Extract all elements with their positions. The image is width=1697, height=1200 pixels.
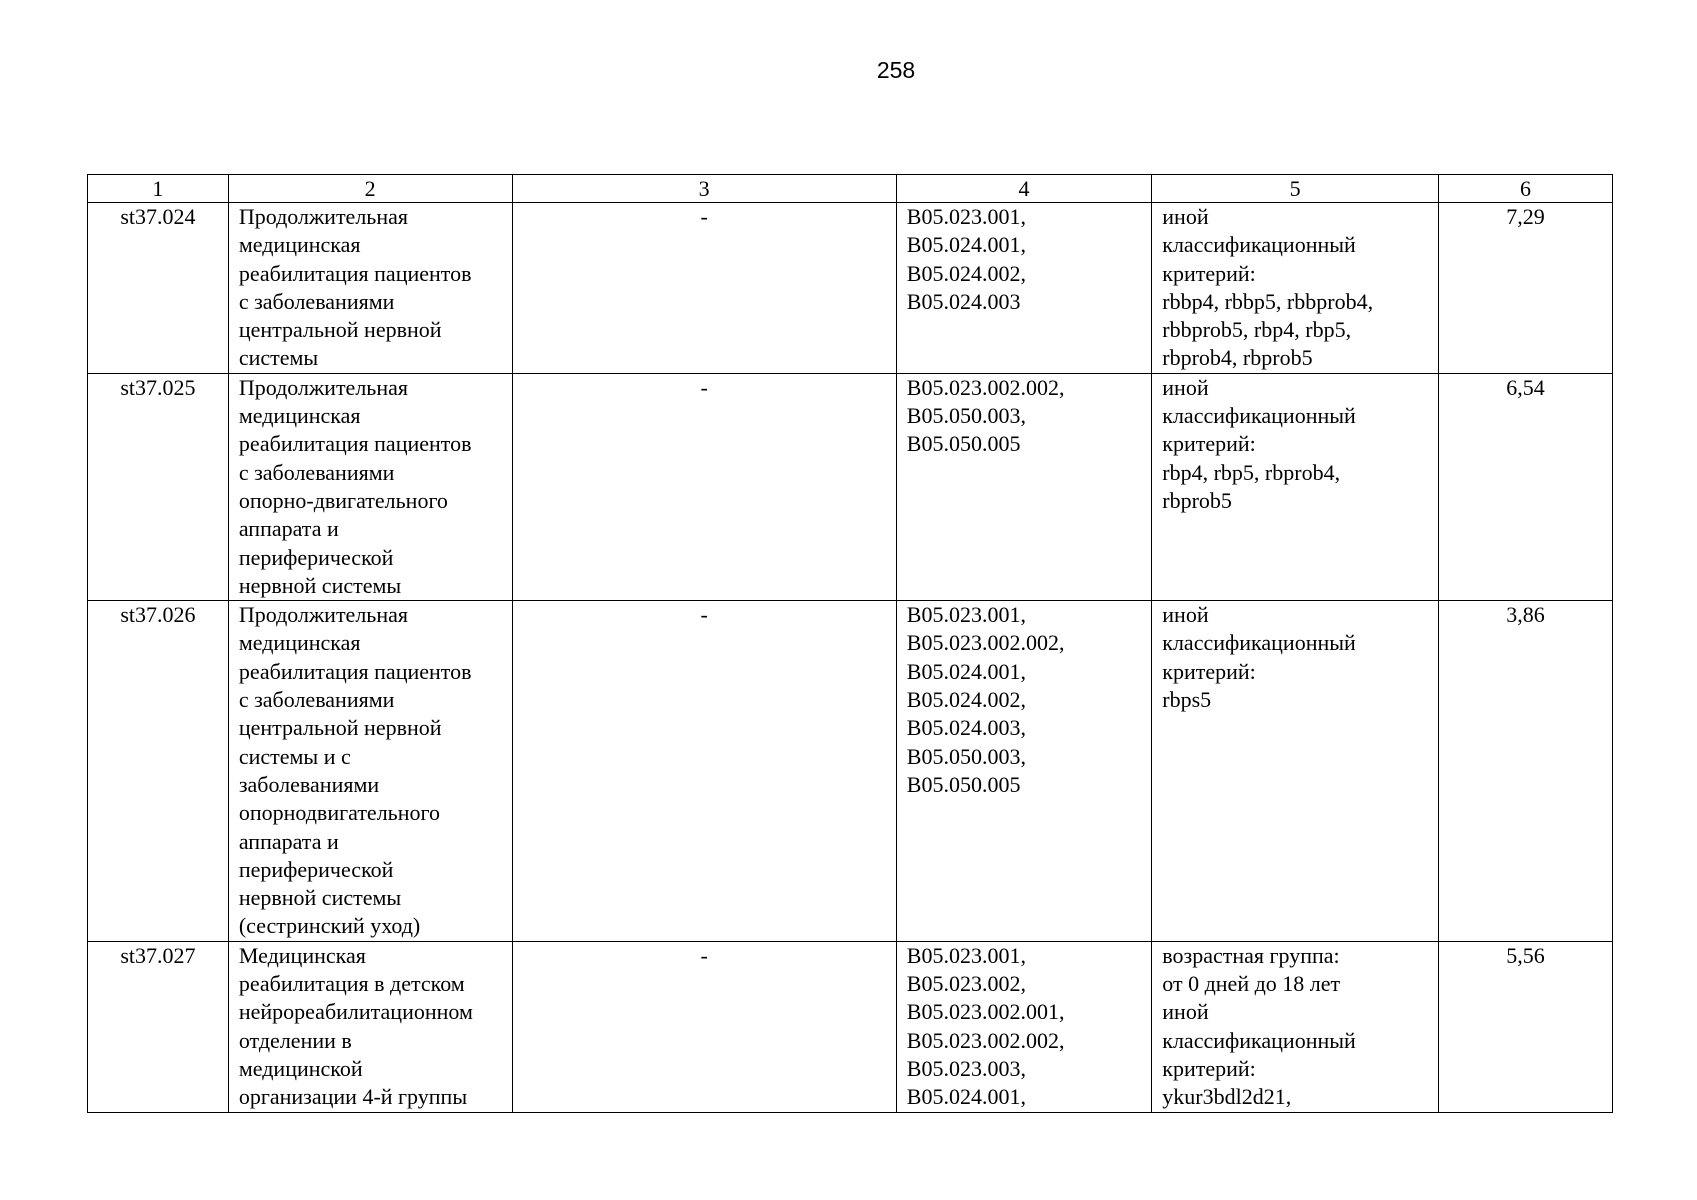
name-line: аппарата и (238, 828, 339, 854)
code-cell (88, 203, 229, 374)
code-cell (88, 373, 229, 600)
header-cell-4: 4 (896, 175, 1152, 203)
service-code-line: B05.050.005 (906, 431, 1021, 457)
value-text: 6,54 (1506, 374, 1545, 400)
col3-text: - (700, 942, 708, 968)
services-cell (896, 601, 1152, 942)
service-code-line: B05.023.002.002, (906, 1027, 1065, 1053)
name-line: медицинская (238, 232, 361, 258)
col3-text: - (700, 204, 708, 229)
name-line: Продолжительная (238, 374, 408, 400)
table-row (88, 941, 1613, 1112)
value-cell (1438, 373, 1612, 600)
header-cell-2: 2 (228, 175, 512, 203)
service-code-line: B05.050.003, (906, 403, 1026, 429)
header-cell-1: 1 (88, 175, 229, 203)
criteria-line: rbprob4, rbprob5 (1162, 345, 1313, 371)
services-cell (896, 941, 1152, 1112)
name-line: опорнодвигательного (238, 800, 440, 826)
criteria-line: классификационный (1162, 1027, 1356, 1053)
criteria-line: возрастная группа: (1162, 942, 1340, 968)
table-row (88, 203, 1613, 374)
name-line: опорно-двигательного (238, 487, 448, 513)
name-line: (сестринский уход) (238, 913, 421, 939)
code-text: st37.027 (120, 942, 196, 968)
code-text: st37.024 (120, 204, 196, 229)
col3-cell (512, 601, 896, 942)
criteria-line: критерий: (1162, 1055, 1256, 1081)
service-code-line: B05.023.002.002, (906, 374, 1065, 400)
code-cell (88, 941, 229, 1112)
table-row (88, 373, 1613, 600)
service-code-line: B05.024.002, (906, 687, 1026, 713)
criteria-line: rbbp4, rbbp5, rbbprob4, (1162, 288, 1374, 314)
services-cell (896, 203, 1152, 374)
criteria-cell (1152, 373, 1439, 600)
name-line: с заболеваниями (238, 687, 395, 713)
service-code-line: B05.023.002.002, (906, 630, 1065, 656)
name-line: нервной системы (238, 572, 402, 598)
name-line: системы и с (238, 743, 351, 769)
value-text: 7,29 (1506, 204, 1545, 229)
name-line: заболеваниями (238, 771, 380, 797)
service-code-line: B05.024.002, (906, 260, 1026, 286)
name-line: медицинская (238, 403, 361, 429)
criteria-line: критерий: (1162, 260, 1256, 286)
service-code-line: B05.050.003, (906, 743, 1026, 769)
name-line: нервной системы (238, 885, 402, 911)
value-text: 3,86 (1506, 602, 1545, 628)
criteria-cell (1152, 941, 1439, 1112)
criteria-cell (1152, 601, 1439, 942)
service-code-line: B05.023.002.001, (906, 999, 1065, 1025)
col3-cell (512, 941, 896, 1112)
criteria-line: иной (1162, 374, 1209, 400)
name-line: отделении в (238, 1027, 352, 1053)
name-line: медицинской (238, 1055, 363, 1081)
criteria-line: rbprob5 (1162, 487, 1232, 513)
criteria-line: классификационный (1162, 232, 1356, 258)
col3-text: - (700, 374, 708, 400)
name-line: медицинская (238, 630, 361, 656)
criteria-line: иной (1162, 204, 1209, 229)
criteria-line: иной (1162, 602, 1209, 628)
criteria-line: rbps5 (1162, 687, 1212, 713)
name-line: реабилитация пациентов (238, 431, 472, 457)
header-row (88, 175, 1613, 203)
name-line: Продолжительная (238, 204, 408, 229)
criteria-line: критерий: (1162, 658, 1256, 684)
code-text: st37.025 (120, 374, 196, 400)
page-number: 258 (876, 57, 916, 83)
name-line: с заболеваниями (238, 459, 395, 485)
criteria-cell (1152, 203, 1439, 374)
col3-cell (512, 203, 896, 374)
service-code-line: B05.024.001, (906, 658, 1026, 684)
criteria-line: rbbprob5, rbp4, rbp5, (1162, 317, 1352, 343)
name-line: с заболеваниями (238, 288, 395, 314)
code-cell (88, 601, 229, 942)
service-code-line: B05.023.002, (906, 971, 1026, 997)
criteria-line: иной (1162, 999, 1209, 1025)
name-cell (228, 203, 512, 374)
table-row (88, 601, 1613, 942)
header-cell-3: 3 (512, 175, 896, 203)
service-code-line: B05.024.001, (906, 1084, 1026, 1110)
service-code-line: B05.023.001, (906, 204, 1026, 229)
value-cell (1438, 941, 1612, 1112)
service-code-line: B05.024.003, (906, 715, 1026, 741)
name-line: реабилитация в детском (238, 971, 465, 997)
name-line: Медицинская (238, 942, 366, 968)
services-cell (896, 373, 1152, 600)
col3-text: - (700, 602, 708, 628)
table-body (88, 203, 1613, 1113)
name-cell (228, 601, 512, 942)
code-text: st37.026 (120, 602, 196, 628)
header-cell-6: 6 (1438, 175, 1612, 203)
service-code-line: B05.024.003 (906, 288, 1021, 314)
value-text: 5,56 (1506, 942, 1545, 968)
name-line: реабилитация пациентов (238, 658, 472, 684)
criteria-line: классификационный (1162, 630, 1356, 656)
name-line: аппарата и (238, 516, 339, 542)
service-code-line: B05.024.001, (906, 232, 1026, 258)
value-cell (1438, 601, 1612, 942)
name-cell (228, 373, 512, 600)
name-line: системы (238, 345, 319, 371)
criteria-line: rbp4, rbp5, rbprob4, (1162, 459, 1341, 485)
service-code-line: B05.023.001, (906, 602, 1026, 628)
service-code-line: B05.023.001, (906, 942, 1026, 968)
value-cell (1438, 203, 1612, 374)
name-line: периферической (238, 544, 394, 570)
name-line: центральной нервной (238, 715, 442, 741)
criteria-line: ykur3bdl2d21, (1162, 1084, 1292, 1110)
criteria-line: классификационный (1162, 403, 1356, 429)
name-line: периферической (238, 856, 394, 882)
name-line: организации 4-й группы (238, 1084, 468, 1110)
name-line: центральной нервной (238, 317, 442, 343)
name-line: реабилитация пациентов (238, 260, 472, 286)
service-code-line: B05.023.003, (906, 1055, 1026, 1081)
header-cell-5: 5 (1152, 175, 1439, 203)
service-code-line: B05.050.005 (906, 771, 1021, 797)
name-line: нейрореабилитационном (238, 999, 473, 1025)
criteria-line: от 0 дней до 18 лет (1162, 971, 1341, 997)
criteria-line: критерий: (1162, 431, 1256, 457)
name-line: Продолжительная (238, 602, 408, 628)
name-cell (228, 941, 512, 1112)
col3-cell (512, 373, 896, 600)
tariff-table (87, 174, 1613, 1113)
